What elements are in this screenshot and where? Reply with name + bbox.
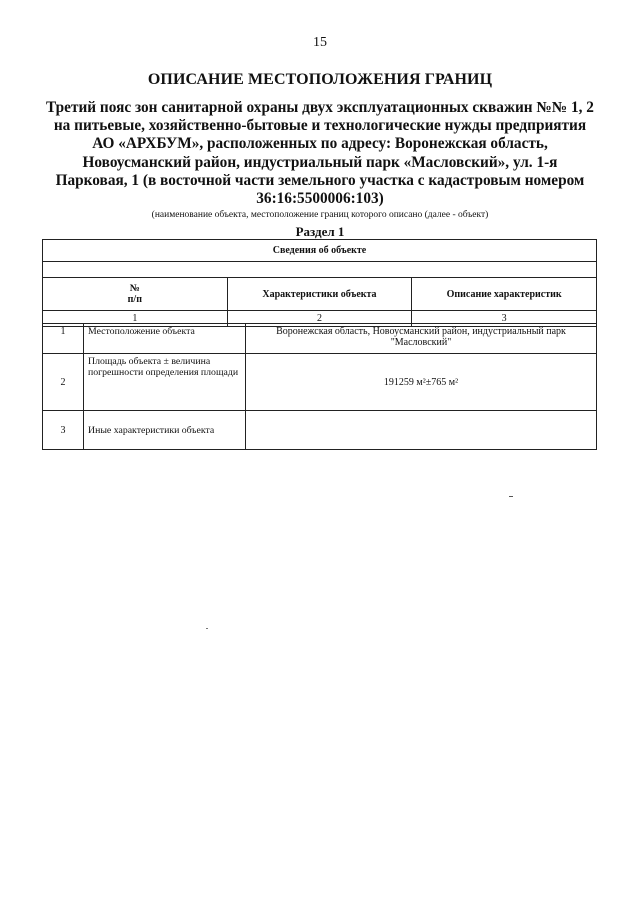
subtitle-line: на питьевые, хозяйственно-бытовые и технологические нужды предприятия bbox=[53, 117, 587, 135]
table-header: Сведения об объекте bbox=[43, 240, 597, 262]
column-number: 1 bbox=[43, 311, 228, 327]
row-characteristic: Иные характеристики объекта bbox=[84, 411, 246, 450]
subtitle-line: 36:16:5500006:103) bbox=[256, 190, 384, 208]
subtitle-line: АО «АРХБУМ», расположенных по адресу: Воронежская область, bbox=[92, 135, 548, 153]
column-number: 2 bbox=[227, 311, 412, 327]
row-characteristic: Площадь объекта ± величина погрешности определения площади bbox=[84, 354, 246, 411]
column-number: 3 bbox=[412, 311, 597, 327]
document-title: ОПИСАНИЕ МЕСТОПОЛОЖЕНИЯ ГРАНИЦ bbox=[147, 71, 493, 88]
subtitle-line: Парковая, 1 (в восточной части земельного участка с кадастровым номером bbox=[55, 171, 585, 189]
section-title: Раздел 1 bbox=[295, 224, 345, 239]
row-description: Воронежская область, Новоусманский район, индустриальный парк "Масловский" bbox=[246, 324, 597, 354]
row-description: 191259 м²±765 м² bbox=[246, 354, 597, 411]
object-subtitle bbox=[40, 99, 600, 208]
table-row bbox=[43, 411, 597, 450]
row-number: 1 bbox=[43, 324, 84, 354]
subtitle-line: Третий пояс зон санитарной охраны двух эксплуатационных скважин №№ 1, 2 bbox=[46, 99, 594, 116]
table-row bbox=[43, 324, 597, 354]
table-row bbox=[43, 354, 597, 411]
row-number: 3 bbox=[43, 411, 84, 450]
column-header-description: Описание характеристик bbox=[412, 278, 597, 311]
table-spacer-row bbox=[43, 262, 597, 278]
column-header-number bbox=[43, 278, 228, 311]
column-header-number-line2: п/п bbox=[127, 294, 142, 305]
column-header-number-line1: № bbox=[129, 283, 140, 294]
row-number: 2 bbox=[43, 354, 84, 411]
object-caption: (наименование объекта, местоположение границ которого описано (далее - объект) bbox=[151, 210, 489, 220]
scan-speck bbox=[206, 628, 208, 629]
scan-speck bbox=[509, 496, 513, 497]
object-info-table-body bbox=[42, 323, 597, 450]
subtitle-line: Новоусманский район, индустриальный парк «Масловский», ул. 1-я bbox=[82, 153, 558, 171]
page-number: 15 bbox=[313, 35, 327, 50]
row-characteristic: Местоположение объекта bbox=[84, 324, 246, 354]
column-header-characteristic: Характеристики объекта bbox=[227, 278, 412, 311]
object-info-table-header bbox=[42, 239, 597, 327]
row-description bbox=[246, 411, 597, 450]
